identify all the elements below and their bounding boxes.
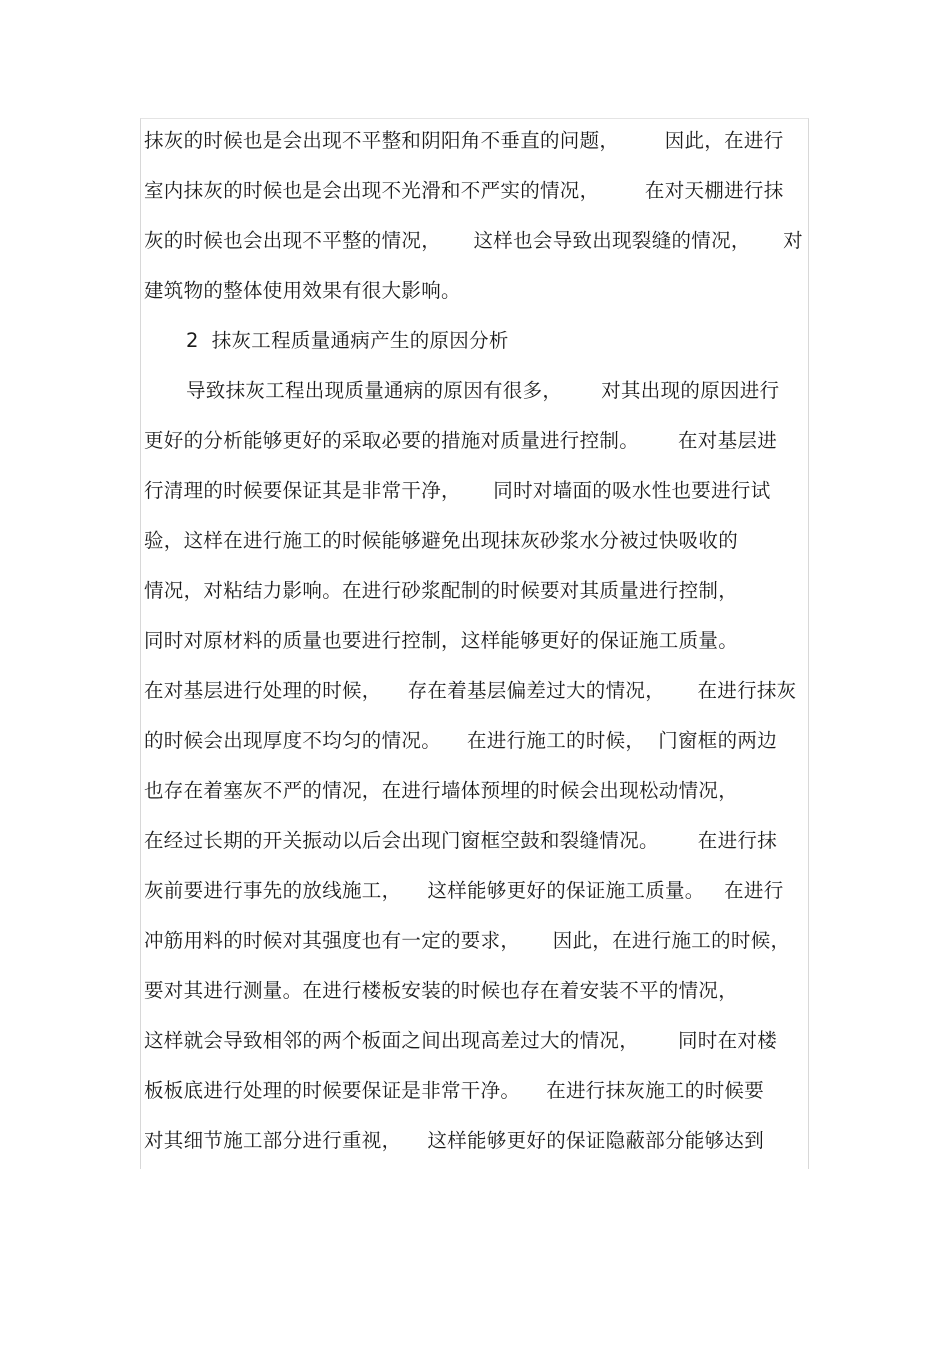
paragraph-line: 更好的分析能够更好的采取必要的措施对质量进行控制。 在对基层进 <box>144 429 777 452</box>
paragraph-line: 导致抹灰工程出现质量通病的原因有很多， 对其出现的原因进行 <box>186 379 780 402</box>
paragraph-line: 验，这样在进行施工的时候能够避免出现抹灰砂浆水分被过快吸收的 <box>144 529 739 552</box>
paragraph-line: 要对其进行测量。在进行楼板安装的时候也存在着安装不平的情况， <box>144 979 739 1002</box>
paragraph-line: 对其细节施工部分进行重视， 这样能够更好的保证隐蔽部分能够达到 <box>144 1129 764 1152</box>
paragraph-line: 板板底进行处理的时候要保证是非常干净。 在进行抹灰施工的时候要 <box>144 1079 764 1102</box>
paragraph-line: 室内抹灰的时候也是会出现不光滑和不严实的情况， 在对天棚进行抹 <box>144 179 784 202</box>
paragraph-line: 灰前要进行事先的放线施工， 这样能够更好的保证施工质量。 在进行 <box>144 879 784 902</box>
paragraph-line: 同时对原材料的质量也要进行控制，这样能够更好的保证施工质量。 <box>144 629 739 652</box>
section-heading: 2 抹灰工程质量通病产生的原因分析 <box>186 329 509 352</box>
paragraph-line: 冲筋用料的时候对其强度也有一定的要求， 因此，在进行施工的时候， <box>144 929 791 952</box>
paragraph-line: 也存在着塞灰不严的情况，在进行墙体预埋的时候会出现松动情况， <box>144 779 739 802</box>
paragraph-line: 行清理的时候要保证其是非常干净， 同时对墙面的吸水性也要进行试 <box>144 479 771 502</box>
paragraph-line: 灰的时候也会出现不平整的情况， 这样也会导致出现裂缝的情况， 对 <box>144 229 803 252</box>
paragraph-line: 这样就会导致相邻的两个板面之间出现高差过大的情况， 同时在对楼 <box>144 1029 777 1052</box>
paragraph-line: 在经过长期的开关振动以后会出现门窗框空鼓和裂缝情况。 在进行抹 <box>144 829 777 852</box>
paragraph-line: 情况，对粘结力影响。在进行砂浆配制的时候要对其质量进行控制， <box>144 579 739 602</box>
paragraph-line: 在对基层进行处理的时候， 存在着基层偏差过大的情况， 在进行抹灰 <box>144 679 797 702</box>
paragraph-line: 抹灰的时候也是会出现不平整和阴阳角不垂直的问题， 因此，在进行 <box>144 129 784 152</box>
paragraph-line: 建筑物的整体使用效果有很大影响。 <box>144 279 461 302</box>
paragraph-line: 的时候会出现厚度不均匀的情况。 在进行施工的时候， 门窗框的两边 <box>144 729 777 752</box>
